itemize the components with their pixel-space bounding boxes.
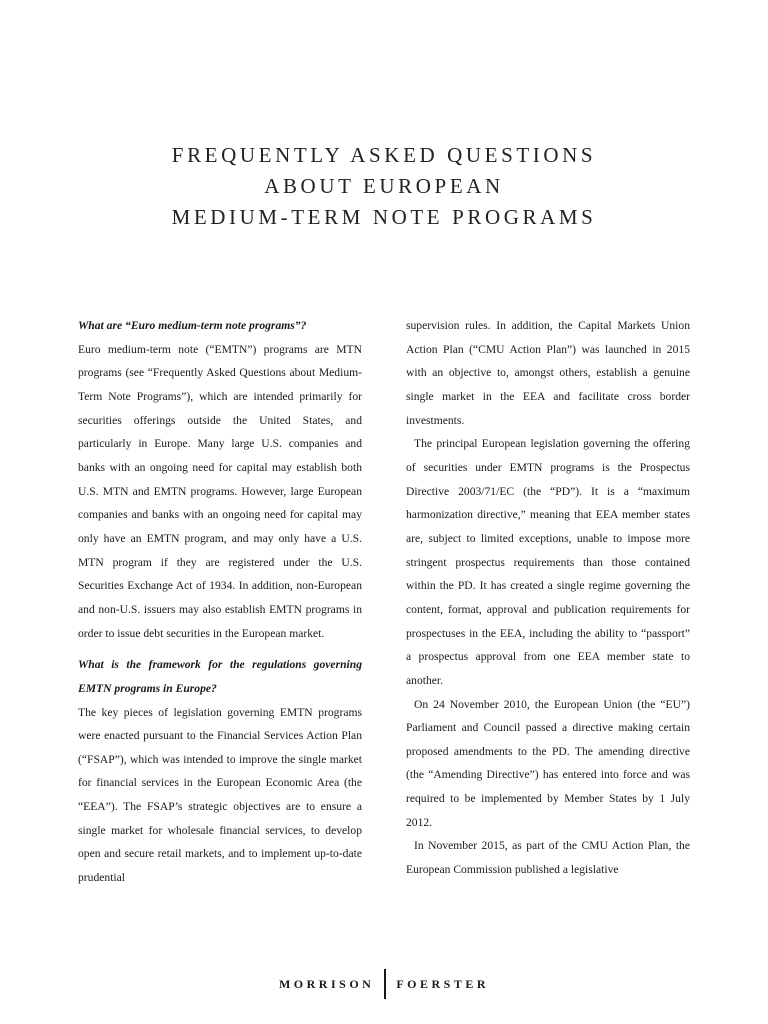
right-column (406, 314, 690, 882)
title-line-1: FREQUENTLY ASKED QUESTIONS (171, 143, 597, 167)
logo-text-right: FOERSTER (396, 976, 490, 991)
paragraph-amending-directive: On 24 November 2010, the European Union (the “EU”) Parliament and Council passed a directive making certain proposed amendments to the PD. The amending directive (the “Amending Directive”) has entered into force and was required to be implemented by Member States by 1 July 2012. (406, 697, 690, 829)
document-title (0, 140, 768, 233)
answer-paragraph-1: Euro medium-term note (“EMTN”) programs are MTN programs (see “Frequently Asked Questions about Medium-Term Note Programs”), which are intended primarily for securities offerings outside the United States, and particularly in Europe. Many large U.S. companies and banks with an ongoing need for capital may establish both U.S. MTN and EMTN programs. However, large European companies and banks with an ongoing need for capital may only have an EMTN program, and may only have a U.S. MTN program if they are registered under the U.S. Securities Exchange Act of 1934. In addition, non-European and non-U.S. issuers may also establish EMTN programs in order to issue debt securities in the European market. (78, 342, 362, 640)
logo-divider (384, 969, 386, 999)
paragraph-cmu-action-plan: In November 2015, as part of the CMU Action Plan, the European Commission published a legislative (406, 839, 690, 877)
question-heading-2: What is the framework for the regulations governing EMTN programs in Europe? (78, 658, 362, 695)
title-line-3: MEDIUM-TERM NOTE PROGRAMS (171, 205, 597, 229)
title-line-2: ABOUT EUROPEAN (264, 174, 504, 198)
question-heading-1: What are “Euro medium-term note programs”? (78, 319, 307, 332)
left-column (78, 314, 362, 890)
logo-text-left: MORRISON (278, 976, 375, 991)
continued-paragraph: supervision rules. In addition, the Capital Markets Union Action Plan (“CMU Action Plan”) was launched in 2015 with an objective to, amongst others, establish a genuine single market in the EEA and facilitate cross border investments. (406, 319, 690, 427)
answer-paragraph-2: The key pieces of legislation governing EMTN programs were enacted pursuant to the Financial Services Action Plan (“FSAP”), which was intended to improve the single market for financial services in the European Economic Area (the “EEA”). The FSAP’s strategic objectives are to ensure a single market for wholesale financial services, to develop open and secure retail markets, and to implement up-to-date prudential (78, 705, 362, 885)
paragraph-prospectus-directive: The principal European legislation governing the offering of securities under EMTN programs is the Prospectus Directive 2003/71/EC (the “PD”). It is a “maximum harmonization directive,” meaning that EEA member states are, subject to limited exceptions, unable to impose more stringent prospectus requirements than those contained within the PD. It has created a single regime governing the content, format, approval and publication requirements for prospectuses in the EEA, including the ability to “passport” a prospectus approval from one EEA member state to another. (406, 437, 690, 687)
footer-logo (0, 968, 768, 1000)
